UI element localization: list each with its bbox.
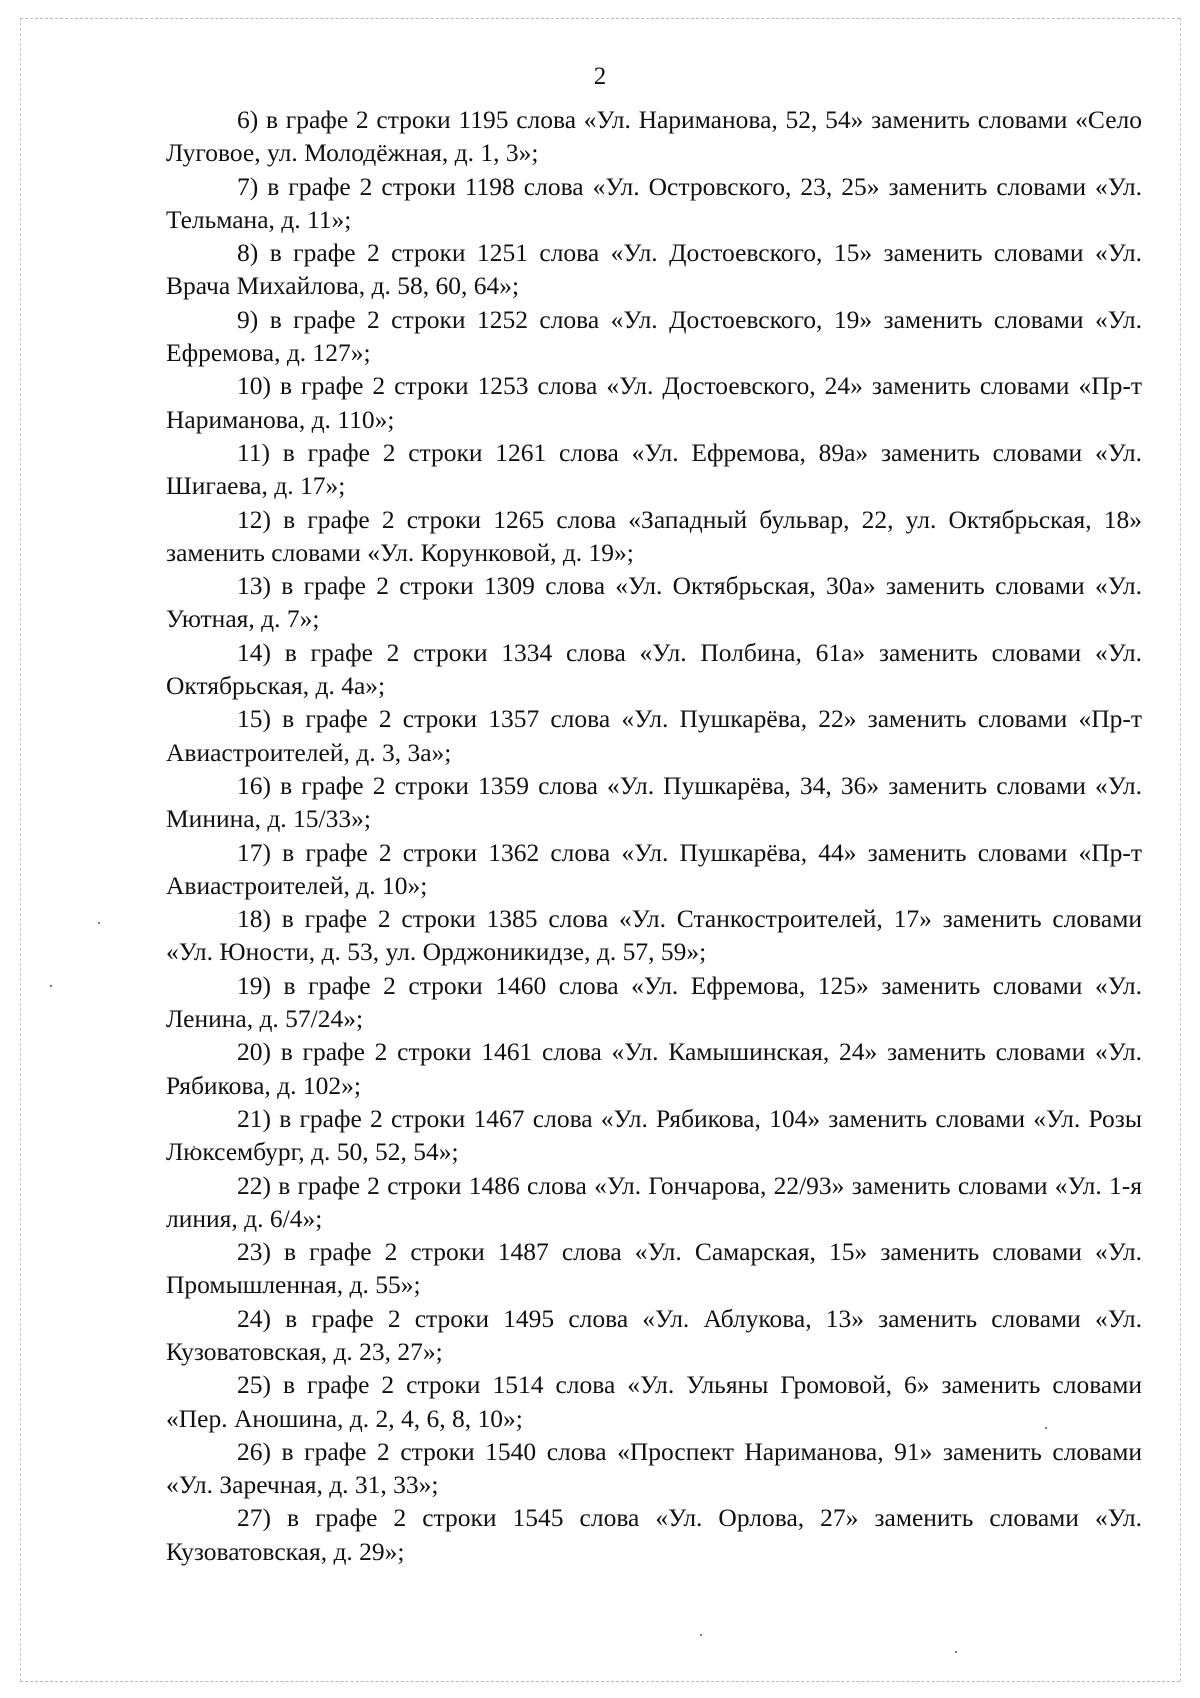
amendment-item: 11) в графе 2 строки 1261 слова «Ул. Ефремова, 89а» заменить словами «Ул. Шигаева, д. 17»;	[166, 437, 1142, 501]
page-number: 2	[593, 63, 607, 90]
amendment-item: 26) в графе 2 строки 1540 слова «Проспект Нариманова, 91» заменить словами «Ул. Заречная, д. 31, 33»;	[166, 1436, 1142, 1500]
scan-border-left	[20, 18, 21, 1681]
amendment-item: 24) в графе 2 строки 1495 слова «Ул. Аблукова, 13» заменить словами «Ул. Кузоватовская, д. 23, 27»;	[166, 1303, 1142, 1366]
amendment-item: 14) в графе 2 строки 1334 слова «Ул. Полбина, 61а» заменить словами «Ул. Октябрьская, д. 4а»;	[166, 637, 1142, 701]
amendment-item: 6) в графе 2 строки 1195 слова «Ул. Нариманова, 52, 54» заменить словами «Село Луговое, ул. Молодёжная, д. 1, 3»;	[166, 105, 1142, 168]
amendment-item: 9) в графе 2 строки 1252 слова «Ул. Достоевского, 19» заменить словами «Ул. Ефремова, д. 127»;	[166, 304, 1142, 368]
amendment-item: 7) в графе 2 строки 1198 слова «Ул. Островского, 23, 25» заменить словами «Ул. Тельмана, д. 11»;	[166, 171, 1142, 234]
amendment-item: 15) в графе 2 строки 1357 слова «Ул. Пушкарёва, 22» заменить словами «Пр-т Авиастроителей, д. 3, 3а»;	[166, 704, 1142, 767]
amendment-item: 17) в графе 2 строки 1362 слова «Ул. Пушкарёва, 44» заменить словами «Пр-т Авиастроителей, д. 10»;	[166, 837, 1142, 900]
amendment-item: 27) в графе 2 строки 1545 слова «Ул. Орлова, 27» заменить словами «Ул. Кузоватовская, д. 29»;	[166, 1503, 1142, 1566]
scan-border-top	[20, 18, 1180, 19]
scan-border-bottom	[20, 1681, 1180, 1682]
amendment-item: 22) в графе 2 строки 1486 слова «Ул. Гончарова, 22/93» заменить словами «Ул. 1-я линия, д. 6/4»;	[166, 1170, 1142, 1233]
amendment-item: 25) в графе 2 строки 1514 слова «Ул. Ульяны Громовой, 6» заменить словами «Пер. Аношина, д. 2, 4, 6, 8, 10»;	[166, 1370, 1142, 1433]
amendment-item: 23) в графе 2 строки 1487 слова «Ул. Самарская, 15» заменить словами «Ул. Промышленная, д. 55»;	[166, 1237, 1142, 1300]
amendment-item: 12) в графе 2 строки 1265 слова «Западный бульвар, 22, ул. Октябрьская, 18» заменить словами «Ул. Корунковой, д. 19»;	[166, 504, 1142, 567]
amendment-item: 18) в графе 2 строки 1385 слова «Ул. Станкостроителей, 17» заменить словами «Ул. Юности, д. 53, ул. Орджоникидзе, д. 57, 59»;	[166, 904, 1142, 967]
amendment-item: 16) в графе 2 строки 1359 слова «Ул. Пушкарёва, 34, 36» заменить словами «Ул. Минина, д. 15/33»;	[166, 770, 1142, 834]
amendments-list	[166, 103, 1142, 1568]
scan-speck	[50, 985, 52, 987]
amendment-item: 8) в графе 2 строки 1251 слова «Ул. Достоевского, 15» заменить словами «Ул. Врача Михайлова, д. 58, 60, 64»;	[166, 238, 1142, 301]
amendment-item: 13) в графе 2 строки 1309 слова «Ул. Октябрьская, 30а» заменить словами «Ул. Уютная, д. 7»;	[166, 571, 1142, 634]
amendment-item: 20) в графе 2 строки 1461 слова «Ул. Камышинская, 24» заменить словами «Ул. Рябикова, д. 102»;	[166, 1037, 1142, 1100]
scan-speck	[955, 1651, 957, 1653]
amendment-item: 21) в графе 2 строки 1467 слова «Ул. Рябикова, 104» заменить словами «Ул. Розы Люксембург, д. 50, 52, 54»;	[166, 1103, 1142, 1167]
scan-speck	[700, 1634, 702, 1636]
scan-border-right	[1180, 18, 1181, 1681]
scan-speck	[98, 922, 100, 924]
amendment-item: 10) в графе 2 строки 1253 слова «Ул. Достоевского, 24» заменить словами «Пр-т Нариманова, д. 110»;	[166, 371, 1142, 434]
amendment-item: 19) в графе 2 строки 1460 слова «Ул. Ефремова, 125» заменить словами «Ул. Ленина, д. 57/24»;	[166, 970, 1142, 1034]
